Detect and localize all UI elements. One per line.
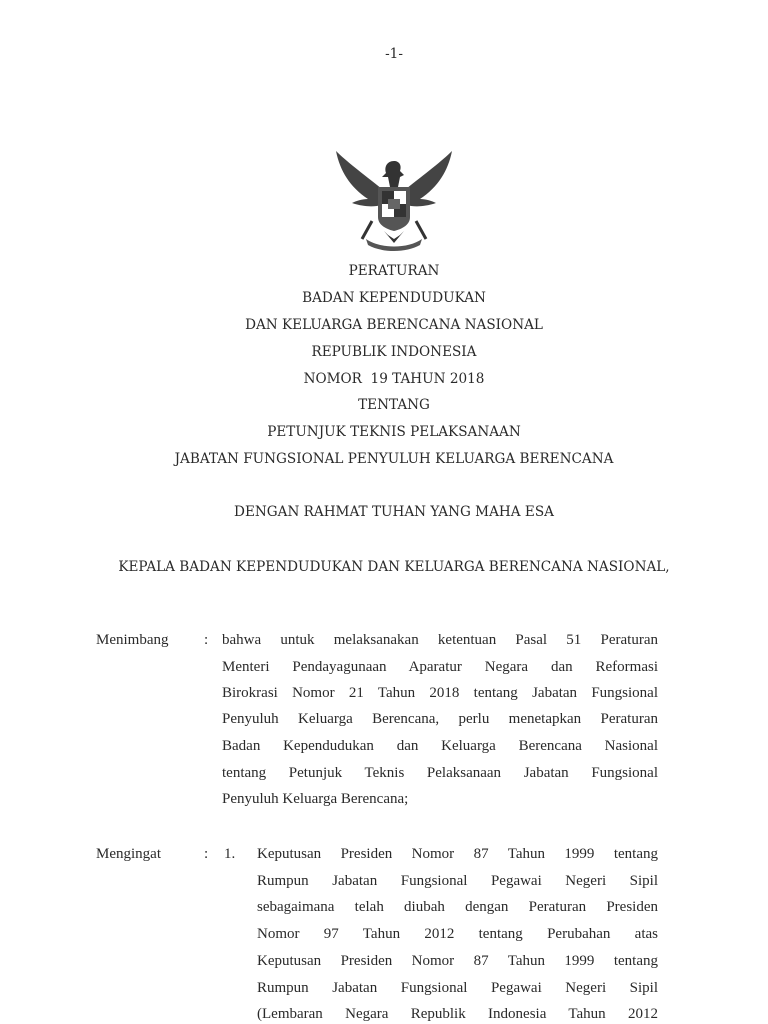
menimbang-line: tentang Petunjuk Teknis Pelaksanaan Jabatan Fungsional bbox=[222, 765, 658, 781]
mengingat-line: sebagaimana telah diubah dengan Peraturan Presiden bbox=[257, 899, 658, 915]
menimbang-line: Penyuluh Keluarga Berencana; bbox=[222, 791, 409, 807]
heading-line: NOMOR 19 TAHUN 2018 bbox=[303, 371, 485, 387]
menimbang-line: Menteri Pendayagunaan Aparatur Negara dan Reformasi bbox=[222, 659, 658, 675]
mengingat-colon: : bbox=[204, 846, 209, 862]
invocation: DENGAN RAHMAT TUHAN YANG MAHA ESA bbox=[234, 504, 554, 520]
menimbang-line: Badan Kependudukan dan Keluarga Berencana Nasional bbox=[222, 738, 658, 754]
mengingat-item-number: 1. bbox=[224, 846, 236, 862]
heading-line: BADAN KEPENDUDUKAN bbox=[302, 290, 486, 306]
heading-line: TENTANG bbox=[358, 397, 430, 413]
mengingat-line: Rumpun Jabatan Fungsional Pegawai Negeri Sipil bbox=[257, 980, 658, 996]
heading-line: JABATAN FUNGSIONAL PENYULUH KELUARGA BERENCANA bbox=[174, 451, 614, 467]
mengingat-line: (Lembaran Negara Republik Indonesia Tahun 2012 bbox=[257, 1006, 658, 1022]
heading-line: REPUBLIK INDONESIA bbox=[311, 344, 477, 360]
garuda-emblem-icon bbox=[332, 143, 456, 255]
mengingat-line: Rumpun Jabatan Fungsional Pegawai Negeri Sipil bbox=[257, 873, 658, 889]
menimbang-line: Birokrasi Nomor 21 Tahun 2018 tentang Jabatan Fungsional bbox=[222, 685, 658, 701]
mengingat-label: Mengingat bbox=[96, 846, 161, 862]
menimbang-line: bahwa untuk melaksanakan ketentuan Pasal 51 Peraturan bbox=[222, 632, 658, 648]
menimbang-line: Penyuluh Keluarga Berencana, perlu menetapkan Peraturan bbox=[222, 711, 658, 727]
menimbang-colon: : bbox=[204, 632, 209, 648]
page-number: -1- bbox=[385, 46, 403, 62]
heading-line: PERATURAN bbox=[348, 263, 440, 279]
mengingat-line: Keputusan Presiden Nomor 87 Tahun 1999 tentang bbox=[257, 846, 658, 862]
heading-line: PETUNJUK TEKNIS PELAKSANAAN bbox=[267, 424, 521, 440]
mengingat-line: Nomor 97 Tahun 2012 tentang Perubahan atas bbox=[257, 926, 658, 942]
mengingat-line: Keputusan Presiden Nomor 87 Tahun 1999 tentang bbox=[257, 953, 658, 969]
heading-line: DAN KELUARGA BERENCANA NASIONAL bbox=[245, 317, 543, 333]
issuer: KEPALA BADAN KEPENDUDUKAN DAN KELUARGA BERENCANA NASIONAL, bbox=[118, 559, 670, 575]
menimbang-label: Menimbang bbox=[96, 632, 169, 648]
